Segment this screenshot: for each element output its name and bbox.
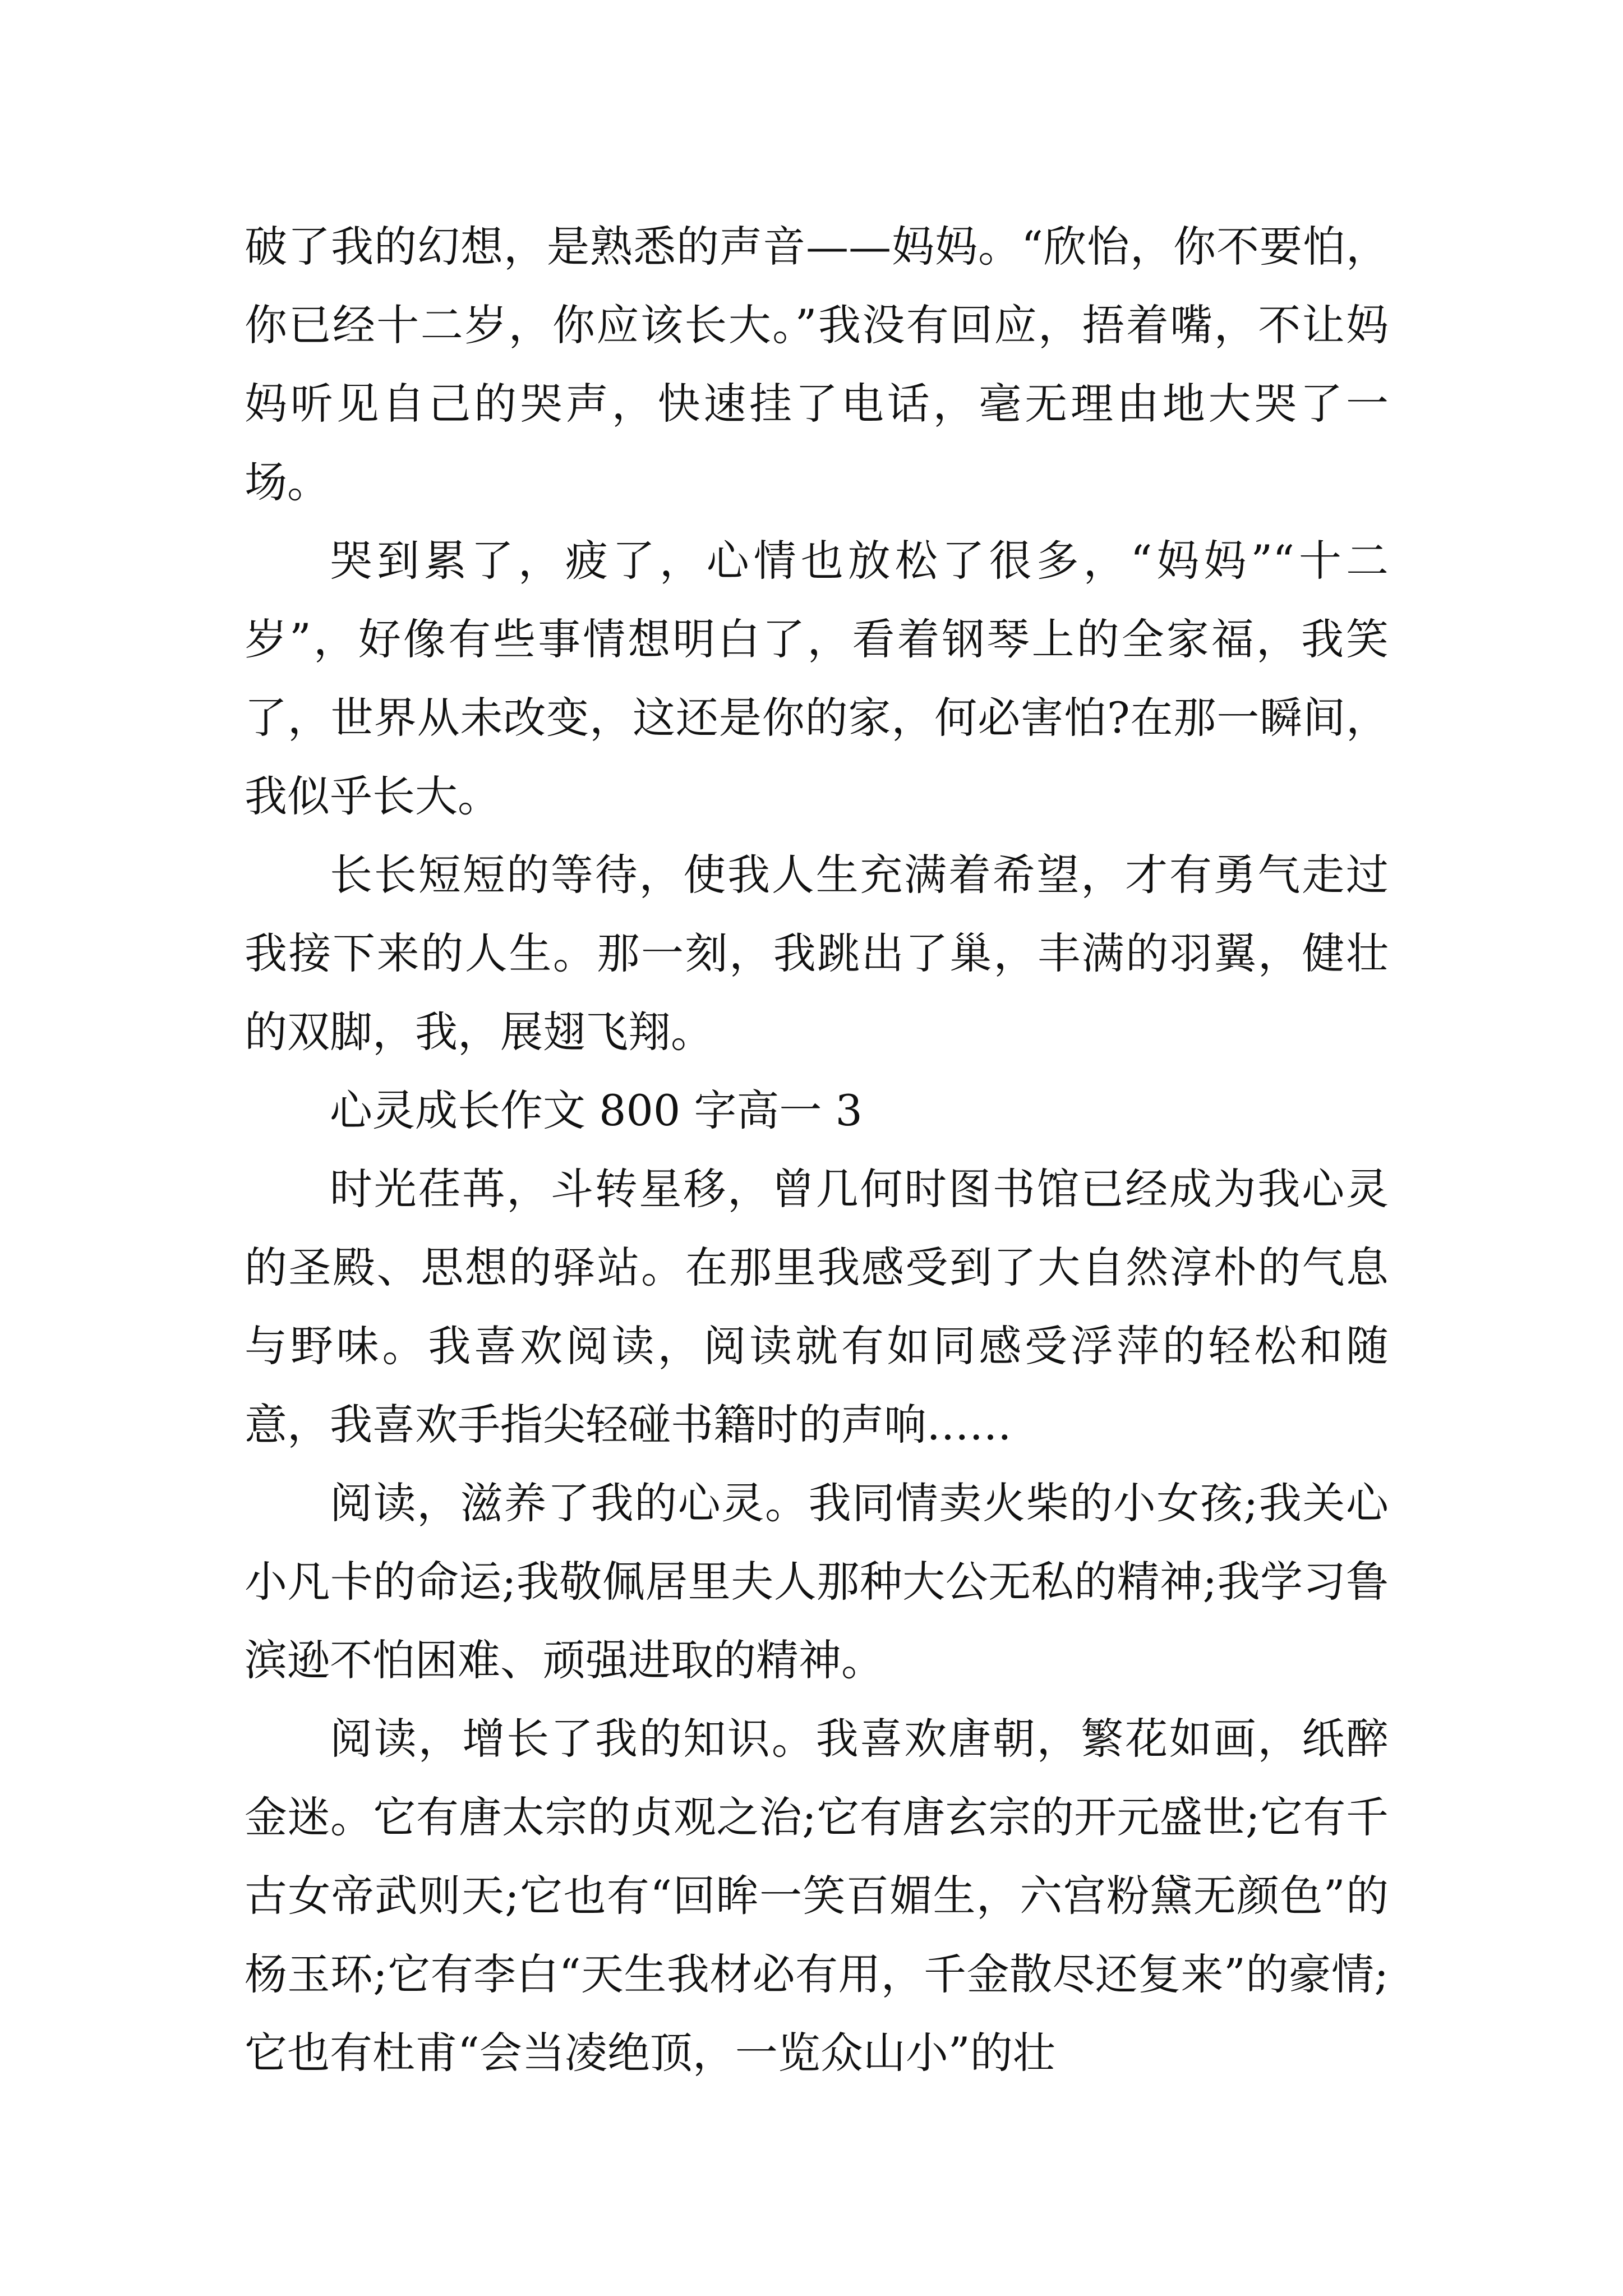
section-heading: 心灵成长作文 800 字高一 3 <box>330 1085 863 1135</box>
paragraph-knowledge: 阅读，增长了我的知识。我喜欢唐朝，繁花如画，纸醉金迷。它有唐太宗的贞观之治;它有唐玄宗的开元盛世;它有千古女帝武则天;它也有“回眸一笑百媚生，六宫粉黛无颜色”的杨玉环;它有李白“天生我材必有用，千金散尽还复来”的豪情;它也有杜甫“会当凌绝顶，一览众山小”的壮 <box>245 1714 1389 2078</box>
paragraph-continuation: 破了我的幻想，是熟悉的声音——妈妈。“欣怡，你不要怕，你已经十二岁，你应该长大。”我没有回应，捂着嘴，不让妈妈听见自己的哭声，快速挂了电话，毫无理由地大哭了一场。 <box>245 222 1389 507</box>
paragraph-nourish: 阅读，滋养了我的心灵。我同情卖火柴的小女孩;我关心小凡卡的命运;我敬佩居里夫人那种大公无私的精神;我学习鲁滨逊不怕困难、顽强进取的精神。 <box>245 1478 1389 1685</box>
paragraph-library: 时光荏苒，斗转星移，曾几何时图书馆已经成为我心灵的圣殿、思想的驿站。在那里我感受到了大自然淳朴的气息与野味。我喜欢阅读，阅读就有如同感受浮萍的轻松和随意，我喜欢手指尖轻碰书籍时的声响…… <box>245 1164 1389 1450</box>
document-body <box>245 208 1389 2092</box>
paragraph-waiting: 长长短短的等待，使我人生充满着希望，才有勇气走过我接下来的人生。那一刻，我跳出了巢，丰满的羽翼，健壮的双脚，我，展翅飞翔。 <box>245 850 1389 1057</box>
paragraph-crying: 哭到累了，疲了，心情也放松了很多，“妈妈”“十二岁”，好像有些事情想明白了，看着钢琴上的全家福，我笑了，世界从未改变，这还是你的家，何必害怕?在那一瞬间，我似乎长大。 <box>245 536 1389 821</box>
